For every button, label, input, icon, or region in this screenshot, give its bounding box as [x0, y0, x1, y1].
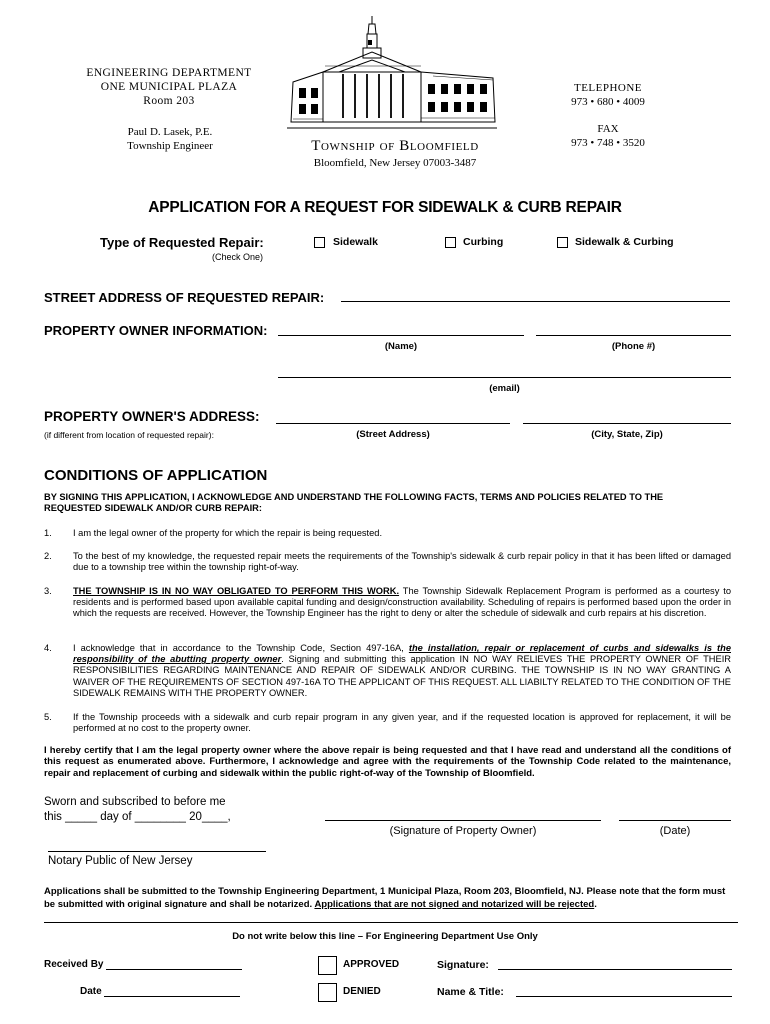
form-title: APPLICATION FOR A REQUEST FOR SIDEWALK & CURB REPAIR: [148, 199, 622, 216]
approval-signature-field[interactable]: [498, 969, 732, 970]
condition-3-number: 3.: [44, 586, 52, 596]
check-one-note: (Check One): [212, 252, 264, 262]
approval-signature-label: Signature:: [437, 959, 489, 971]
sidewalk-checkbox[interactable]: [314, 237, 325, 248]
condition-5-text: If the Township proceeds with a sidewalk and curb repair program in any given year, and if the requested location is approved for replacement, it will be performed at no cost to the property owner.: [73, 712, 731, 734]
telephone-label: TELEPHONE: [573, 82, 643, 94]
notary-caption: Notary Public of New Jersey: [48, 855, 193, 867]
condition-5-number: 5.: [44, 712, 52, 722]
condition-4-emphasis: the installation, repair or replacement of curbs and sidewalks is the responsibility of the abutting property owner: [73, 643, 731, 665]
curbing-checkbox[interactable]: [445, 237, 456, 248]
engineer-block: [100, 125, 240, 153]
street-caption: (Street Address): [356, 429, 430, 440]
condition-4-text: [73, 643, 731, 699]
signature-date-caption: (Date): [659, 825, 691, 837]
rejection-warning: Applications that are not signed and notarized will be rejected: [314, 898, 595, 910]
conditions-intro-line1: BY SIGNING THIS APPLICATION, I ACKNOWLEDGE AND UNDERSTAND THE FOLLOWING FACTS, TERMS AND POLICIES RELATED TO THE: [44, 492, 664, 502]
denied-checkbox[interactable]: [318, 983, 337, 1002]
owner-phone-field[interactable]: [536, 335, 731, 336]
curbing-option-label: Curbing: [463, 236, 504, 248]
condition-2-number: 2.: [44, 551, 52, 561]
street-address-field[interactable]: [341, 301, 730, 302]
name-caption: (Name): [384, 341, 418, 352]
signature-date-field[interactable]: [619, 820, 731, 821]
received-by-label: Received By: [44, 959, 104, 970]
submission-note: [44, 886, 734, 911]
office-use-divider: [44, 922, 738, 923]
engineer-title: Township Engineer: [127, 140, 213, 152]
date-label: Date: [80, 986, 102, 997]
contact-block: [548, 81, 668, 150]
owner-city-field[interactable]: [523, 423, 731, 424]
approved-label: APPROVED: [343, 959, 400, 970]
sidewalk-curbing-checkbox[interactable]: [557, 237, 568, 248]
condition-4-body: . Signing and submitting this application IN NO WAY RELIEVES THE PROPERTY OWNER OF THEIR RESPONSIBILITIES REGARDING MAINTENANCE AND REPAIR OF SIDEWALK AND/OR CURBING. THE TOWNSHIP IS IN NO WAY GRANTING A WAIVER OF THE REQUIREMENTS OF SECTION 497-16A TO THE APPLICANT OF THIS REQUEST. ALL LIABILTY RELATED TO THE CONDITION OF THE SIDEWALK REMAINS WITH THE PROPERTY OWNER.: [73, 654, 731, 698]
name-title-label: Name & Title:: [437, 986, 504, 998]
conditions-intro: [44, 492, 744, 514]
condition-1-number: 1.: [44, 528, 52, 538]
sidewalk-option-label: Sidewalk: [333, 236, 378, 248]
submission-text: Applications shall be submitted to the Township Engineering Department, 1 Municipal Plaza, Room 203, Bloomfield, NJ. Please note that the form must be submitted with original signature and shall be notarized.: [44, 886, 726, 910]
condition-3-body: The Township Sidewalk Replacement Program is performed as a courtesy to residents and is performed based upon available capital funding and design/construction availability. Scheduling of repairs is performed based upon the order in which the requests are received. However, the Township Engineer has the right to deny or alter the schedule of sidewalk and curb repairs at his discretion.: [73, 586, 732, 619]
name-title-field[interactable]: [516, 996, 732, 997]
department-room: Room 203: [143, 95, 195, 107]
township-address: Bloomfield, New Jersey 07003-3487: [313, 157, 477, 169]
received-date-field[interactable]: [104, 996, 240, 997]
department-address: ONE MUNICIPAL PLAZA: [100, 81, 238, 93]
owner-signature-field[interactable]: [325, 820, 601, 821]
condition-3-emphasis: THE TOWNSHIP IS IN NO WAY OBLIGATED TO PERFORM THIS WORK.: [73, 586, 400, 596]
conditions-heading: CONDITIONS OF APPLICATION: [44, 467, 268, 484]
condition-3-text: [73, 586, 731, 620]
owner-signature-caption: (Signature of Property Owner): [389, 825, 537, 837]
condition-2-text: To the best of my knowledge, the requested repair meets the requirements of the Township's sidewalk & curb repair policy in that it has been lifted or damaged due to a township tree within the township right-of-way.: [73, 551, 731, 573]
notary-signature-field[interactable]: [48, 851, 266, 852]
owner-address-note: (if different from location of requested repair):: [44, 430, 214, 440]
street-address-label: STREET ADDRESS OF REQUESTED REPAIR:: [44, 290, 325, 305]
certification-statement: I hereby certify that I am the legal property owner where the above repair is being requested and that I have read and understand all the conditions of this request as enumerated above. Furthermore, I acknowledge and agree with the requirements of the Township Code related to the maintenance, repair and replacement of curbing and sidewalk within the public right-of-way of the Township of Bloomfield.: [44, 745, 731, 779]
approved-checkbox[interactable]: [318, 956, 337, 975]
township-name: Township of Bloomfield: [311, 138, 479, 154]
fax-label: FAX: [597, 123, 619, 135]
sidewalk-curbing-option-label: Sidewalk & Curbing: [575, 236, 674, 248]
email-caption: (email): [489, 383, 520, 394]
owner-street-field[interactable]: [276, 423, 510, 424]
submission-end: .: [594, 898, 597, 910]
sworn-statement: [44, 795, 231, 825]
repair-type-label: Type of Requested Repair:: [100, 235, 264, 250]
owner-email-field[interactable]: [278, 377, 731, 378]
owner-name-field[interactable]: [278, 335, 524, 336]
phone-caption: (Phone #): [611, 341, 656, 352]
town-hall-illustration: [283, 14, 501, 138]
sworn-line-1: Sworn and subscribed to before me: [44, 796, 226, 808]
telephone-number: 973 • 680 • 4009: [571, 96, 645, 108]
condition-1-text: I am the legal owner of the property for which the repair is being requested.: [73, 528, 383, 538]
department-name: ENGINEERING DEPARTMENT: [86, 67, 252, 79]
condition-4-lead: I acknowledge that in accordance to the Township Code, Section 497-16A,: [73, 643, 409, 653]
fax-number: 973 • 748 • 3520: [571, 137, 645, 149]
conditions-intro-line2: REQUESTED SIDEWALK AND/OR CURB REPAIR:: [44, 503, 262, 513]
department-block: [60, 66, 278, 108]
engineer-name: Paul D. Lasek, P.E.: [127, 126, 213, 138]
office-use-header: Do not write below this line – For Engineering Department Use Only: [232, 931, 538, 942]
condition-4-number: 4.: [44, 643, 52, 653]
sworn-line-2: this _____ day of ________ 20____,: [44, 811, 231, 823]
owner-info-label: PROPERTY OWNER INFORMATION:: [44, 323, 268, 338]
owner-address-label: PROPERTY OWNER'S ADDRESS:: [44, 409, 260, 424]
denied-label: DENIED: [343, 986, 381, 997]
city-caption: (City, State, Zip): [591, 429, 663, 440]
received-by-field[interactable]: [106, 969, 242, 970]
